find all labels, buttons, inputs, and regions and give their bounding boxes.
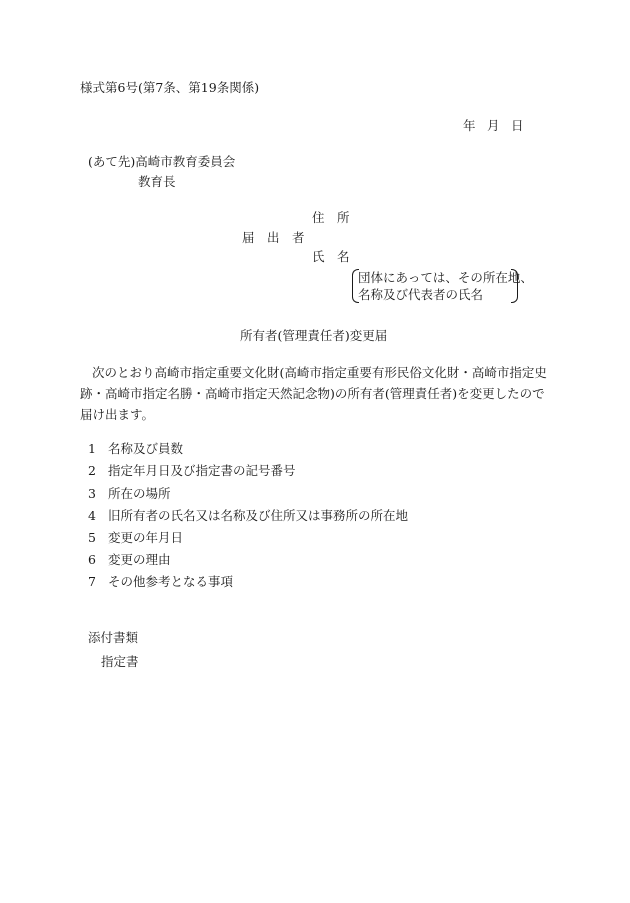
item-text: 所在の場所 — [108, 486, 171, 501]
document-title: 所有者(管理責任者)変更届 — [240, 328, 388, 343]
item-text: 変更の年月日 — [108, 530, 184, 545]
item-number: 4 — [88, 508, 96, 523]
item-text: 変更の理由 — [108, 552, 171, 567]
item-number: 2 — [88, 463, 96, 478]
address-label: 住 所 — [312, 210, 350, 225]
item-text: 指定年月日及び指定書の記号番号 — [108, 463, 296, 478]
name-label: 氏 名 — [312, 249, 350, 264]
item-text: 旧所有者の氏名又は名称及び住所又は事務所の所在地 — [108, 508, 409, 523]
form-number: 様式第6号(第7条、第19条関係) — [80, 80, 260, 95]
item-number: 6 — [88, 552, 96, 567]
item-text: 名称及び員数 — [108, 441, 184, 456]
bracket-right — [511, 269, 518, 303]
item-text: その他参考となる事項 — [108, 574, 234, 589]
item-number: 7 — [88, 574, 96, 589]
addressee-line1: (あて先)高崎市教育委員会 — [88, 154, 236, 169]
organization-note — [352, 269, 533, 303]
date-month-label: 月 — [487, 118, 500, 133]
item-number: 3 — [88, 486, 96, 501]
date-year-label: 年 — [463, 118, 476, 133]
item-number: 5 — [88, 530, 96, 545]
date-day-label: 日 — [511, 118, 524, 133]
attachments-label: 添付書類 — [88, 630, 139, 645]
attachment-item: 指定書 — [101, 654, 139, 669]
item-number: 1 — [88, 441, 96, 456]
organization-note-line2: 名称及び代表者の氏名 — [358, 287, 484, 302]
body-paragraph: 次のとおり高崎市指定重要文化財(高崎市指定重要有形民俗文化財・高崎市指定史跡・高崎市指定名勝・高崎市指定天然記念物)の所有者(管理責任者)を変更したので届け出ます。 — [80, 365, 547, 422]
organization-note-line1: 団体にあっては、その所在地、 — [358, 270, 533, 285]
notifier-label: 届 出 者 — [242, 230, 305, 245]
addressee-line2: 教育長 — [138, 174, 176, 189]
